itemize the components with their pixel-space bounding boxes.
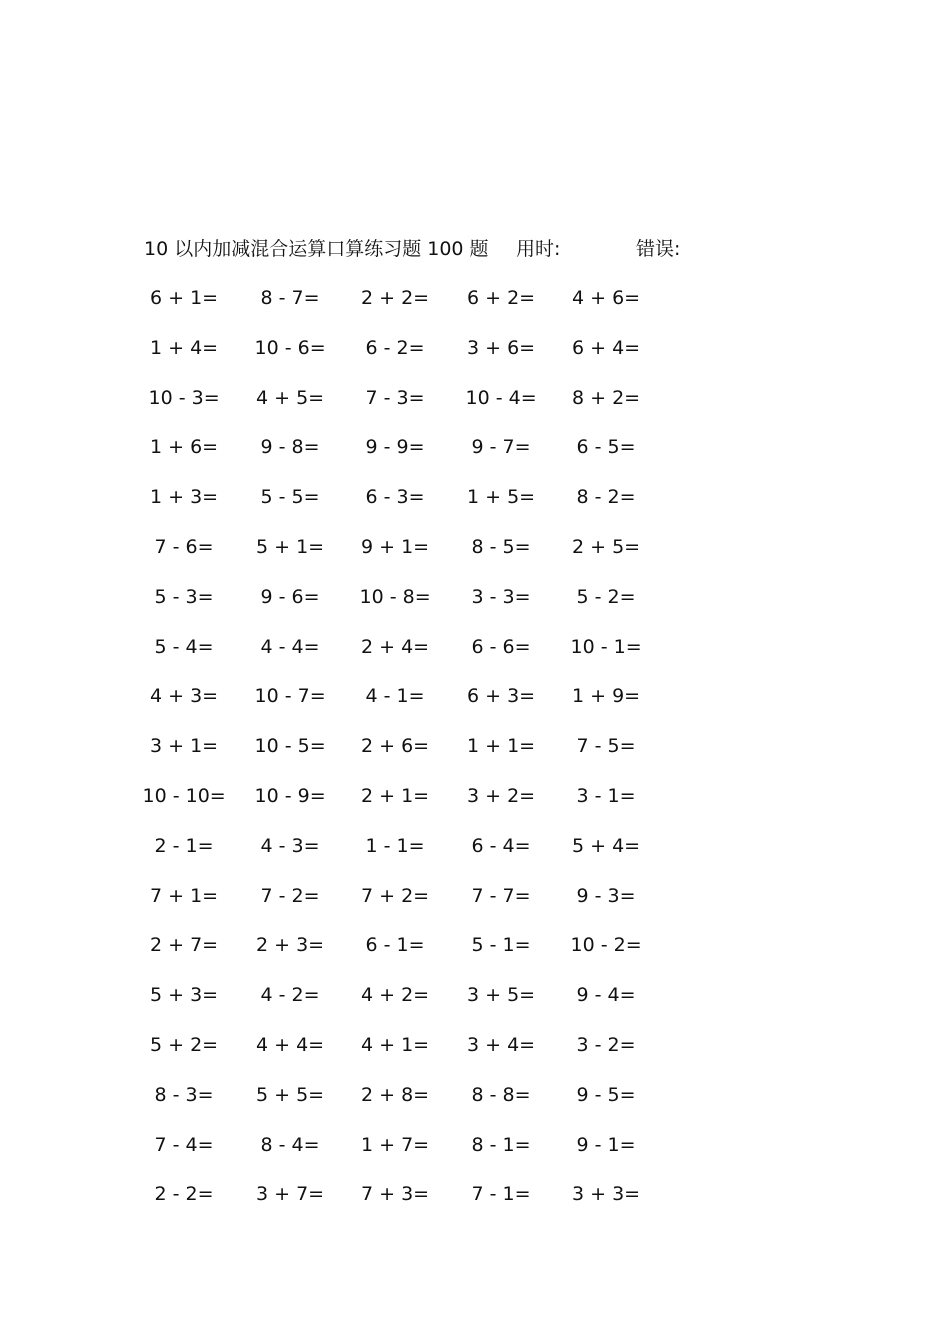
math-problem: 8 - 4= <box>260 1133 320 1156</box>
worksheet-title: 10 以内加减混合运算口算练习题 100 题 <box>144 238 489 260</box>
math-problem: 3 + 1= <box>150 735 219 758</box>
math-problem: 6 + 1= <box>150 287 219 309</box>
math-problem: 1 + 3= <box>150 486 219 509</box>
math-problem: 2 + 6= <box>361 735 430 758</box>
math-problem: 7 - 3= <box>365 386 425 409</box>
math-problem: 7 - 7= <box>471 884 531 907</box>
math-problem: 7 + 3= <box>361 1183 430 1206</box>
math-problem: 9 - 5= <box>576 1083 636 1106</box>
math-problem: 5 - 1= <box>471 934 531 957</box>
math-problem: 5 - 4= <box>154 635 214 658</box>
math-problem: 9 - 7= <box>471 436 531 459</box>
math-problem: 8 - 8= <box>471 1083 531 1106</box>
math-problem: 8 - 1= <box>471 1133 531 1156</box>
math-problem: 5 - 2= <box>576 585 636 608</box>
math-problem: 1 + 4= <box>150 336 219 359</box>
math-problem: 6 - 1= <box>365 934 425 957</box>
math-problem: 10 - 7= <box>254 685 326 708</box>
math-problem: 10 - 1= <box>570 635 642 658</box>
math-problem: 4 + 3= <box>150 685 219 708</box>
math-problem: 7 - 1= <box>471 1183 531 1206</box>
math-problem: 2 + 3= <box>256 934 325 957</box>
math-problem: 10 - 8= <box>359 585 431 608</box>
math-problem: 6 + 4= <box>572 336 641 359</box>
math-problem: 9 - 3= <box>576 884 636 907</box>
math-problem: 8 - 7= <box>260 287 320 309</box>
math-problem: 1 + 1= <box>467 735 536 758</box>
math-problem: 3 + 4= <box>467 1034 536 1056</box>
math-problem: 3 - 3= <box>471 585 531 608</box>
math-problem: 6 - 5= <box>576 436 636 459</box>
math-problem: 4 + 6= <box>572 287 641 309</box>
math-problem: 1 + 7= <box>361 1133 430 1156</box>
math-problem: 8 + 2= <box>572 386 641 409</box>
math-problem: 5 + 4= <box>572 834 641 857</box>
math-problem: 7 - 5= <box>576 735 636 758</box>
math-problem: 5 + 2= <box>150 1034 219 1056</box>
math-problem: 2 + 5= <box>572 536 641 558</box>
math-problem: 2 - 1= <box>154 834 214 857</box>
math-problem: 1 + 9= <box>572 685 641 708</box>
math-problem: 8 - 3= <box>154 1083 214 1106</box>
math-problem: 10 - 10= <box>142 785 226 807</box>
math-problem: 4 - 2= <box>260 984 320 1007</box>
math-problem: 5 - 5= <box>260 486 320 509</box>
math-problem: 10 - 6= <box>254 336 326 359</box>
math-problem: 3 + 7= <box>256 1183 325 1206</box>
math-problem: 2 + 2= <box>361 287 430 309</box>
math-problem: 8 - 2= <box>576 486 636 509</box>
math-problem: 4 - 4= <box>260 635 320 658</box>
math-problem: 4 - 3= <box>260 834 320 857</box>
math-problem: 3 + 3= <box>572 1183 641 1206</box>
math-problem: 6 + 2= <box>467 287 536 309</box>
math-problem: 9 - 1= <box>576 1133 636 1156</box>
math-problem: 6 - 4= <box>471 834 531 857</box>
error-label: 错误: <box>636 238 681 260</box>
math-problem: 5 - 3= <box>154 585 214 608</box>
math-problem: 3 + 5= <box>467 984 536 1007</box>
math-problem: 1 + 6= <box>150 436 219 459</box>
math-problem: 9 - 9= <box>365 436 425 459</box>
math-problem: 3 - 1= <box>576 785 636 807</box>
math-problem: 10 - 5= <box>254 735 326 758</box>
math-problem: 10 - 4= <box>465 386 537 409</box>
math-problem: 1 + 5= <box>467 486 536 509</box>
time-label: 用时: <box>516 238 561 260</box>
math-problem: 6 - 3= <box>365 486 425 509</box>
math-problem: 6 + 3= <box>467 685 536 708</box>
math-problem: 5 + 5= <box>256 1083 325 1106</box>
math-problem: 4 + 1= <box>361 1034 430 1056</box>
math-problem: 2 - 2= <box>154 1183 214 1206</box>
math-problem: 2 + 8= <box>361 1083 430 1106</box>
math-problem: 3 + 6= <box>467 336 536 359</box>
math-problem: 9 - 8= <box>260 436 320 459</box>
math-problem: 7 + 2= <box>361 884 430 907</box>
math-problem: 7 - 6= <box>154 536 214 558</box>
math-problem: 8 - 5= <box>471 536 531 558</box>
math-problem: 9 - 6= <box>260 585 320 608</box>
math-problem: 6 - 2= <box>365 336 425 359</box>
math-problem: 9 + 1= <box>361 536 430 558</box>
math-problem: 4 + 5= <box>256 386 325 409</box>
math-problem: 7 - 2= <box>260 884 320 907</box>
math-problem: 10 - 3= <box>148 386 220 409</box>
math-problem: 7 + 1= <box>150 884 219 907</box>
math-problem: 9 - 4= <box>576 984 636 1007</box>
math-problem: 2 + 4= <box>361 635 430 658</box>
math-problem: 2 + 1= <box>361 785 430 807</box>
math-problem: 4 + 4= <box>256 1034 325 1056</box>
math-problem: 2 + 7= <box>150 934 219 957</box>
math-problem: 3 + 2= <box>467 785 536 807</box>
math-problem: 10 - 9= <box>254 785 326 807</box>
math-problem: 3 - 2= <box>576 1034 636 1056</box>
math-problem: 5 + 1= <box>256 536 325 558</box>
math-problem: 7 - 4= <box>154 1133 214 1156</box>
math-problem: 6 - 6= <box>471 635 531 658</box>
math-problem: 5 + 3= <box>150 984 219 1007</box>
math-problem: 4 + 2= <box>361 984 430 1007</box>
math-problem: 4 - 1= <box>365 685 425 708</box>
math-problem: 10 - 2= <box>570 934 642 957</box>
math-problem: 1 - 1= <box>365 834 425 857</box>
